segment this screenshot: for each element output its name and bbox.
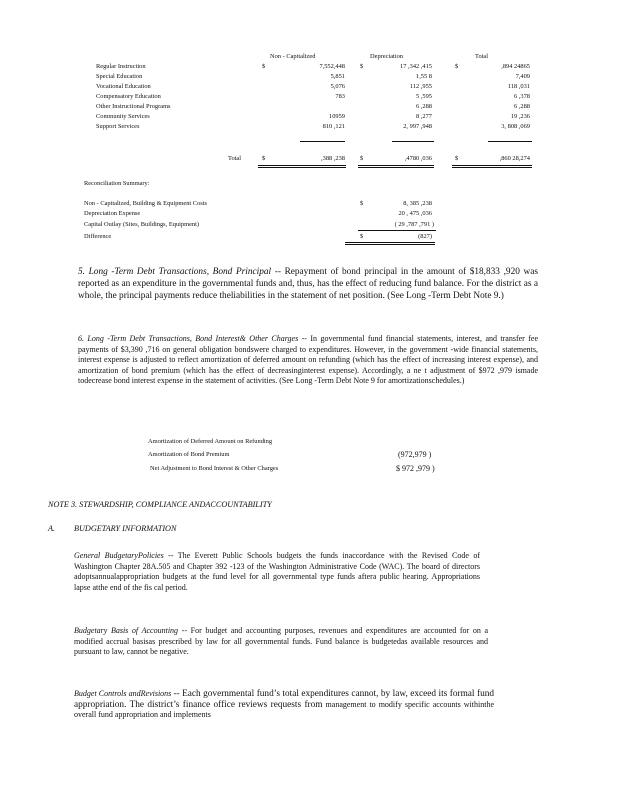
paragraph-body: -- In governmental fund financial statements, interest, and transfer fee payments of $3,390 ,716 on general obligation bondswere charged to expenditures. However, in the government -wide financial statements, interest expense is adjusted to reflect amortization of deferred amount on refunding (which has the effect of increasing interest expense), and amortization of bond premium (which has the effect of decreasinginterest expense). Accordingly, a ne t adjustment of $972 ,979 ismade todecrease bond interest expense in the statement of activities. (See Long -Term Debt Note 9 for amortizationschedules.) bbox=[78, 334, 539, 385]
non-cap-value: 783 bbox=[335, 93, 345, 100]
subtotal-rule bbox=[488, 141, 532, 142]
total-value: 6 ,288 bbox=[514, 103, 530, 110]
total-total: ,860 28,274 bbox=[499, 155, 530, 162]
total-label: Total bbox=[228, 155, 242, 162]
reconciliation-row-value: ( 29 ,787 ,791 ) bbox=[394, 221, 434, 228]
column-header-non-capitalized: Non - Capitalized bbox=[270, 53, 316, 60]
paragraph-title: Budget Controls andRevisions bbox=[74, 689, 172, 698]
total-underline bbox=[258, 165, 346, 166]
paragraph-title: Budgetary Basis of Accounting bbox=[74, 626, 179, 635]
amortization-row-label: Net Adjustment to Bond Interest & Other Charges bbox=[150, 465, 279, 472]
paragraph-body: -- The Everett Public Schools budgets the funds inaccordance with the Revised Code of Washington Chapter 28A.505 and Chapter 392 -123 of the Washington Administrative Code (WAC). The board of directors adoptsannualappropriation budgets at the fund level for all governmental type funds aftera public hearing. Appropriations lapse atthe end of the fis cal period. bbox=[74, 551, 481, 592]
reconciliation-row-label: Capital Outlay (Sites, Buildings, Equipment) bbox=[84, 221, 200, 228]
dep-value: 8 ,277 bbox=[416, 113, 432, 120]
paragraph-6 bbox=[78, 334, 538, 387]
reconciliation-row-value: 20 , 475 ,036 bbox=[398, 210, 432, 217]
dollar-sign: $ bbox=[360, 155, 364, 162]
reconciliation-heading: Reconciliation Summary: bbox=[84, 180, 150, 187]
dollar-sign: $ bbox=[360, 63, 364, 70]
total-underline bbox=[452, 165, 532, 166]
row-label: Support Services bbox=[96, 123, 140, 130]
non-cap-value: 5,851 bbox=[330, 73, 345, 80]
paragraph-number: 6. bbox=[78, 334, 84, 343]
difference-rule bbox=[358, 230, 436, 231]
general-budgetary-policies bbox=[74, 551, 480, 593]
paragraph-body: -- Each governmental fund’s total expenditures cannot, by law, exceed its formal fund appropriation. The district’s finance office reviews requests from bbox=[74, 689, 495, 710]
amortization-row-label: Amortization of Bond Premium bbox=[148, 451, 230, 458]
row-label: Vocational Education bbox=[96, 83, 151, 90]
total-value: ,894 24865 bbox=[501, 63, 530, 70]
total-value: 7,409 bbox=[515, 73, 530, 80]
row-label: Community Services bbox=[96, 113, 150, 120]
amortization-row-label: Amortization of Deferred Amount on Refunding bbox=[148, 438, 273, 445]
amortization-row-value: (972,979 ) bbox=[398, 450, 432, 459]
column-header-total: Total bbox=[475, 53, 489, 60]
note-heading: NOTE 3. STEWARDSHIP, COMPLIANCE ANDACCOUNTABILITY bbox=[48, 500, 272, 509]
dep-value: 112 ,955 bbox=[409, 83, 432, 90]
budget-controls-and-revisions bbox=[74, 689, 494, 721]
row-label: Compensatory Education bbox=[96, 93, 161, 100]
non-cap-value: 10959 bbox=[329, 113, 345, 120]
difference-double-underline bbox=[345, 244, 435, 245]
total-double-underline bbox=[258, 167, 346, 168]
row-label: Other Instructional Programs bbox=[96, 103, 171, 110]
section-heading: BUDGETARY INFORMATION bbox=[74, 524, 177, 533]
reconciliation-row-label: Depreciation Expense bbox=[84, 210, 141, 217]
subtotal-rule bbox=[392, 141, 434, 142]
reconciliation-row-value: 8, 385 ,238 bbox=[403, 200, 432, 207]
total-double-underline bbox=[358, 167, 434, 168]
dep-value: 5 ,595 bbox=[416, 93, 432, 100]
dollar-sign: $ bbox=[262, 155, 266, 162]
row-label: Special Education bbox=[96, 73, 143, 80]
total-underline bbox=[358, 165, 434, 166]
paragraph-5 bbox=[78, 266, 538, 302]
section-letter: A. bbox=[48, 524, 56, 533]
total-dep: ,4780 ,036 bbox=[404, 155, 432, 162]
total-double-underline bbox=[452, 167, 532, 168]
dep-value: 6 ,288 bbox=[416, 103, 432, 110]
paragraph-body: -- For budget and accounting purposes, revenues and expenditures are accounted for on a modified accrual basisas prescribed by law for all governmental funds. Fund balance is budgetedas available resources and pursuant to law, cannot be negative. bbox=[74, 626, 489, 656]
dep-value: 17 ,342 ,415 bbox=[400, 63, 432, 70]
dollar-sign: $ bbox=[455, 155, 459, 162]
paragraph-title: General BudgetaryPolicies bbox=[74, 551, 164, 560]
dollar-sign: $ bbox=[360, 233, 364, 240]
paragraph-number: 5. bbox=[78, 267, 85, 277]
amortization-row-value: $ 972 ,979 ) bbox=[396, 464, 435, 473]
budgetary-basis-of-accounting bbox=[74, 626, 488, 658]
dollar-sign: $ bbox=[455, 63, 459, 70]
total-non-cap: ,388 ,238 bbox=[321, 155, 345, 162]
reconciliation-row-label: Difference bbox=[84, 233, 112, 240]
dep-value: 1,55 8 bbox=[416, 73, 432, 80]
paragraph-title: Long -Term Debt Transactions, Bond Principal bbox=[88, 267, 272, 277]
difference-underline bbox=[345, 242, 435, 243]
dollar-sign: $ bbox=[360, 200, 364, 207]
subtotal-rule bbox=[300, 141, 345, 142]
non-cap-value: 5,076 bbox=[330, 83, 345, 90]
paragraph-body: -- Repayment of bond principal in the amount of $18,833 ,920 was reported as an expenditure in the governmental funds and, thus, has the effect of reducing fund balance. For the district as a whole, the principal payments reduce theliabilities in the statement of net position. (See Long -Term Debt Note 9.) bbox=[78, 267, 538, 301]
row-label: Regular Instruction bbox=[96, 63, 146, 70]
total-value: 6 ,378 bbox=[514, 93, 530, 100]
non-cap-value: 810 ,121 bbox=[322, 123, 345, 130]
reconciliation-difference-value: (827) bbox=[418, 233, 432, 240]
paragraph-title: Long -Term Debt Transactions, Bond Interest& Other Charges bbox=[87, 334, 299, 343]
column-header-depreciation: Depreciation bbox=[370, 53, 404, 60]
reconciliation-row-label: Non - Capitalized, Building & Equipment Costs bbox=[84, 200, 208, 207]
dollar-sign: $ bbox=[262, 63, 266, 70]
dep-value: 2, 997 ,948 bbox=[403, 123, 432, 130]
total-value: 118 ,031 bbox=[507, 83, 530, 90]
paragraph-body-continued: management to modify specific accounts withinthe overall fund appropriation and implements bbox=[74, 699, 494, 719]
total-value: 19 ,236 bbox=[510, 113, 530, 120]
total-value: 3, 808 ,069 bbox=[501, 123, 530, 130]
non-cap-value: 7,552,448 bbox=[319, 63, 345, 70]
